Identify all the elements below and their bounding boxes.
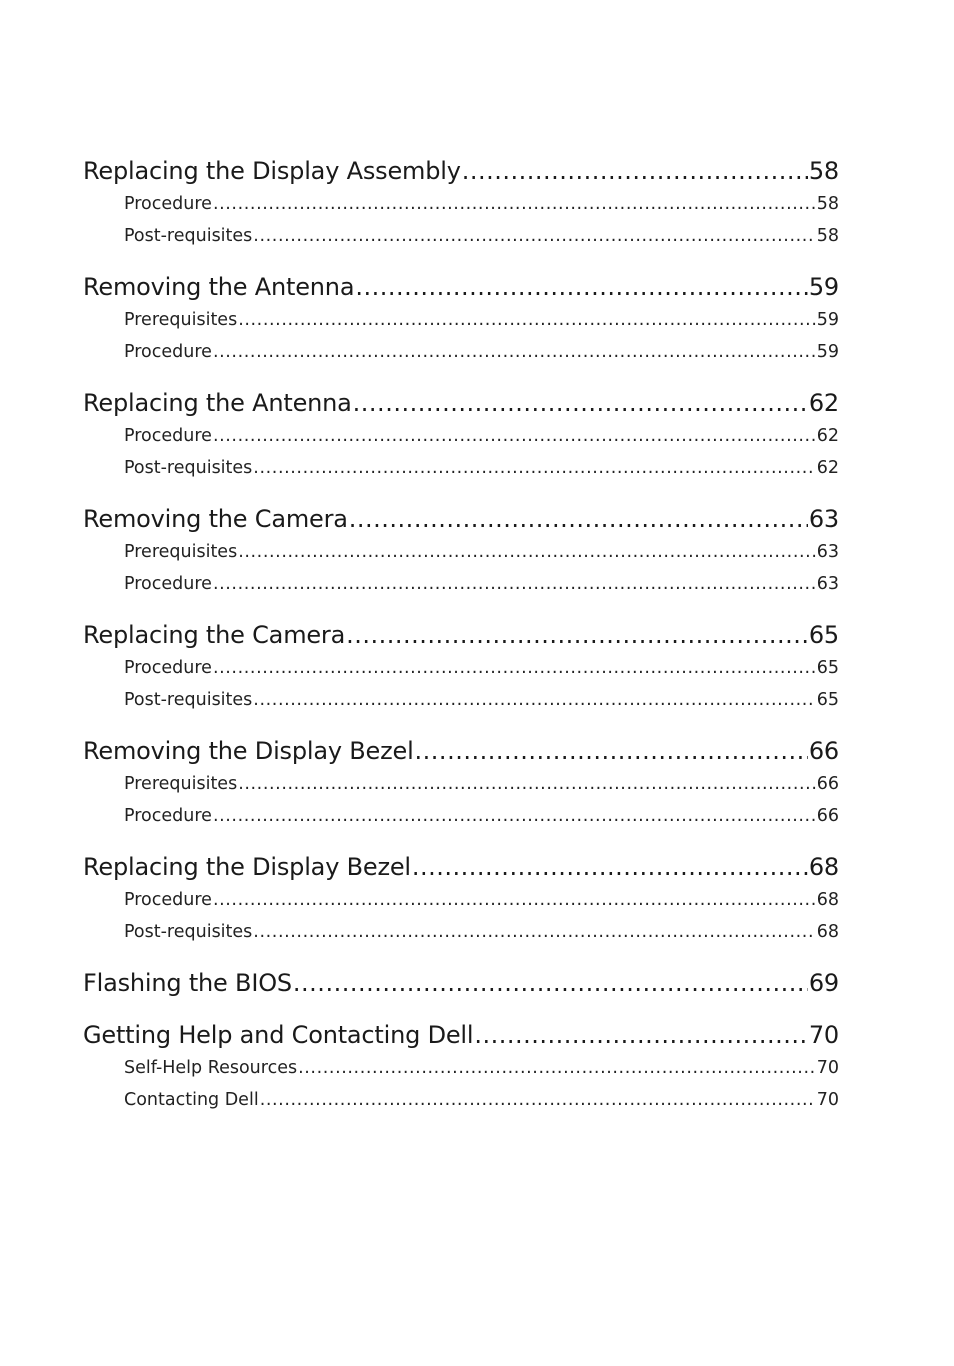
toc-chapter-entry[interactable] [83, 271, 839, 304]
toc-section [83, 967, 839, 1000]
toc-subsection-title: Post-requisites [124, 458, 253, 478]
toc-subsection-title: Prerequisites [124, 774, 238, 794]
dot-leader [346, 619, 808, 652]
toc-subsection-entry[interactable] [83, 768, 839, 800]
toc-subsection-entry[interactable] [83, 304, 839, 336]
toc-subsection-entry[interactable] [83, 220, 839, 252]
toc-page-number: 59 [808, 273, 839, 301]
toc-chapter-title: Removing the Display Bezel [83, 737, 414, 765]
toc-chapter-title: Removing the Antenna [83, 273, 355, 301]
toc-chapter-entry[interactable] [83, 1019, 839, 1052]
toc-chapter-entry[interactable] [83, 851, 839, 884]
dot-leader [474, 1019, 808, 1052]
dot-leader [213, 568, 816, 600]
dot-leader [238, 304, 816, 336]
dot-leader [213, 652, 816, 684]
toc-page-number: 58 [808, 157, 839, 185]
toc-page-number: 58 [816, 194, 839, 214]
toc-subsection-entry[interactable] [83, 568, 839, 600]
toc-chapter-title: Removing the Camera [83, 505, 348, 533]
toc-page-number: 63 [816, 574, 839, 594]
toc-subsection-title: Procedure [124, 890, 212, 910]
toc-chapter-entry[interactable] [83, 155, 839, 188]
toc-page-number: 70 [816, 1058, 839, 1078]
dot-leader [353, 387, 808, 420]
toc-subsection-entry[interactable] [83, 1052, 839, 1084]
toc-subsection-title: Self-Help Resources [124, 1058, 298, 1078]
dot-leader [415, 735, 808, 768]
toc-page-number: 59 [816, 310, 839, 330]
dot-leader [213, 336, 816, 368]
toc-subsection-title: Contacting Dell [124, 1090, 259, 1110]
toc-subsection-entry[interactable] [83, 1084, 839, 1116]
toc-chapter-title: Flashing the BIOS [83, 969, 292, 997]
dot-leader [253, 220, 815, 252]
toc-page-number: 66 [816, 806, 839, 826]
toc-subsection-title: Procedure [124, 806, 212, 826]
toc-subsection-entry[interactable] [83, 188, 839, 220]
toc-page-number: 66 [816, 774, 839, 794]
toc-page-number: 58 [816, 226, 839, 246]
toc-chapter-title: Replacing the Antenna [83, 389, 352, 417]
toc-section [83, 1019, 839, 1116]
toc-chapter-entry[interactable] [83, 387, 839, 420]
toc-page-number: 62 [816, 426, 839, 446]
toc-chapter-entry[interactable] [83, 503, 839, 536]
toc-subsection-entry[interactable] [83, 884, 839, 916]
toc-subsection-title: Procedure [124, 194, 212, 214]
toc-section [83, 619, 839, 716]
dot-leader [349, 503, 808, 536]
toc-page-number: 68 [816, 922, 839, 942]
dot-leader [253, 916, 815, 948]
toc-subsection-entry[interactable] [83, 420, 839, 452]
dot-leader [355, 271, 808, 304]
toc-section [83, 387, 839, 484]
toc-subsection-entry[interactable] [83, 536, 839, 568]
dot-leader [253, 684, 815, 716]
toc-page-number: 70 [808, 1021, 839, 1049]
toc-subsection-entry[interactable] [83, 684, 839, 716]
toc-page-number: 59 [816, 342, 839, 362]
toc-page-number: 65 [808, 621, 839, 649]
toc-chapter-title: Replacing the Display Assembly [83, 157, 461, 185]
toc-section [83, 735, 839, 832]
toc-page-number: 65 [816, 658, 839, 678]
toc-page-number: 70 [816, 1090, 839, 1110]
dot-leader [238, 536, 816, 568]
toc-chapter-title: Replacing the Camera [83, 621, 346, 649]
toc-section [83, 271, 839, 368]
toc-page-number: 62 [808, 389, 839, 417]
toc-page-number: 63 [816, 542, 839, 562]
dot-leader [260, 1084, 816, 1116]
toc-subsection-entry[interactable] [83, 652, 839, 684]
toc-subsection-title: Procedure [124, 342, 212, 362]
toc-subsection-entry[interactable] [83, 452, 839, 484]
toc-subsection-title: Procedure [124, 426, 212, 446]
dot-leader [298, 1052, 816, 1084]
toc-section [83, 155, 839, 252]
dot-leader [412, 851, 808, 884]
table-of-contents [83, 155, 839, 1135]
dot-leader [238, 768, 816, 800]
toc-chapter-title: Replacing the Display Bezel [83, 853, 411, 881]
toc-section [83, 851, 839, 948]
toc-page-number: 68 [808, 853, 839, 881]
toc-subsection-entry[interactable] [83, 336, 839, 368]
dot-leader [213, 420, 816, 452]
dot-leader [253, 452, 815, 484]
toc-page-number: 65 [816, 690, 839, 710]
dot-leader [213, 884, 816, 916]
dot-leader [462, 155, 808, 188]
toc-section [83, 503, 839, 600]
toc-page-number: 69 [808, 969, 839, 997]
dot-leader [213, 188, 816, 220]
toc-page-number: 63 [808, 505, 839, 533]
toc-subsection-entry[interactable] [83, 800, 839, 832]
toc-chapter-entry[interactable] [83, 619, 839, 652]
dot-leader [293, 967, 808, 1000]
dot-leader [213, 800, 816, 832]
toc-chapter-title: Getting Help and Contacting Dell [83, 1021, 474, 1049]
toc-subsection-title: Prerequisites [124, 310, 238, 330]
toc-chapter-entry[interactable] [83, 735, 839, 768]
toc-chapter-entry[interactable] [83, 967, 839, 1000]
toc-subsection-title: Post-requisites [124, 226, 253, 246]
toc-subsection-title: Procedure [124, 574, 212, 594]
toc-subsection-title: Procedure [124, 658, 212, 678]
toc-subsection-entry[interactable] [83, 916, 839, 948]
toc-page-number: 66 [808, 737, 839, 765]
toc-subsection-title: Prerequisites [124, 542, 238, 562]
toc-subsection-title: Post-requisites [124, 690, 253, 710]
toc-page-number: 68 [816, 890, 839, 910]
toc-subsection-title: Post-requisites [124, 922, 253, 942]
toc-page-number: 62 [816, 458, 839, 478]
